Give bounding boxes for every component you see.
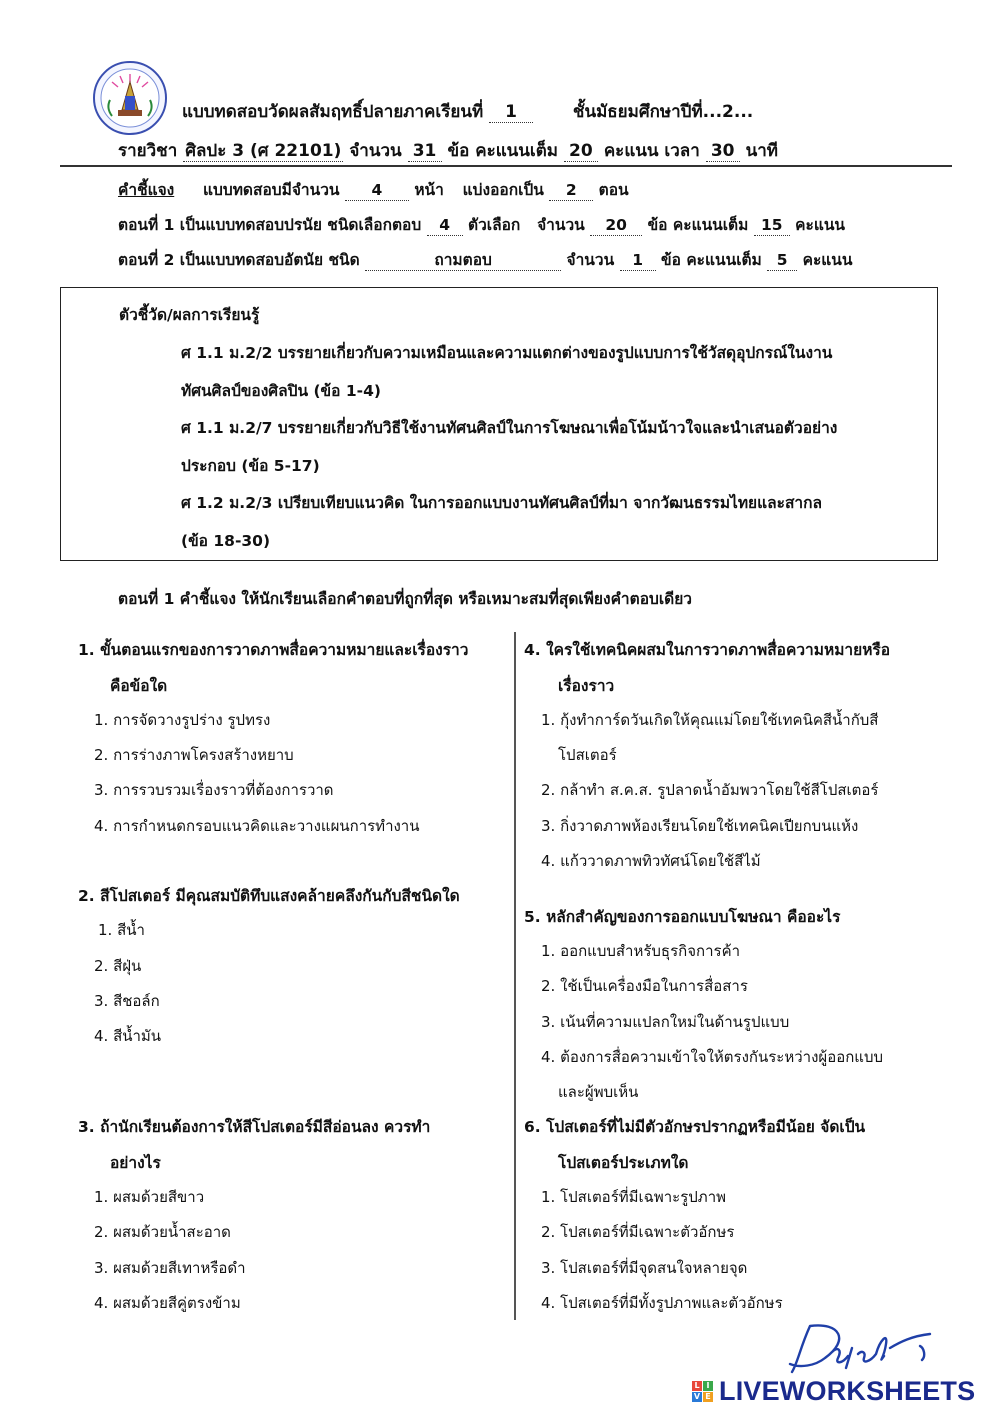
items-label: ข้อ คะแนนเต็ม: [447, 141, 558, 161]
exam-title-row: [182, 98, 753, 125]
answer-option[interactable]: 4. ผสมด้วยสีคู่ตรงข้าม: [94, 1294, 241, 1312]
answer-option[interactable]: 1. การจัดวางรูปร่าง รูปทรง: [94, 711, 271, 729]
part1-prefix: ตอนที่ 1 เป็นแบบทดสอบปรนัย ชนิดเลือกตอบ: [118, 216, 422, 234]
subject-value: ศิลปะ 3 (ศ 22101): [185, 141, 342, 161]
answer-option[interactable]: 1. สีน้ำ: [98, 921, 145, 939]
part1-full-label: ข้อ คะแนนเต็ม: [647, 216, 749, 234]
question-text: คือข้อใด: [110, 677, 168, 695]
part2-score: 5: [767, 250, 797, 271]
answer-option[interactable]: 4. แก้ววาดภาพทิวทัศน์โดยใช้สีไม้: [541, 852, 761, 870]
answer-option[interactable]: 3. กิ่งวาดภาพห้องเรียนโดยใช้เทคนิคเปียกบนแห้ง: [541, 817, 859, 835]
parts-value: 2: [549, 180, 593, 201]
question-text: โปสเตอร์ประเภทใด: [558, 1154, 689, 1172]
indicators-title: ตัวชี้วัด/ผลการเรียนรู้: [119, 306, 260, 324]
indicator-line: ทัศนศิลป์ของศิลปิน (ข้อ 1-4): [181, 382, 381, 400]
question-text: อย่างไร: [110, 1154, 161, 1172]
time-unit: นาที: [745, 141, 778, 161]
answer-option[interactable]: 2. สีฝุ่น: [94, 957, 142, 975]
answer-option[interactable]: 3. เน้นที่ความแปลกใหม่ในด้านรูปแบบ: [541, 1013, 790, 1031]
answer-option[interactable]: 3. การรวบรวมเรื่องราวที่ต้องการวาด: [94, 781, 334, 799]
part2-type: ถามตอบ: [365, 250, 561, 271]
answer-option[interactable]: 2. การร่างภาพโครงสร้างหยาบ: [94, 746, 294, 764]
part1-choices: 4: [427, 215, 463, 236]
answer-option[interactable]: 4. โปสเตอร์ที่มีทั้งรูปภาพและตัวอักษร: [541, 1294, 783, 1312]
part2-score-unit: คะแนน: [802, 251, 853, 269]
header-divider: [60, 165, 952, 167]
pages-value: 4: [345, 180, 409, 201]
instructions-label: คำชี้แจง: [118, 181, 175, 199]
grade-label: ชั้นมัธยมศึกษาปีที่: [572, 102, 703, 122]
indicators-box: [60, 287, 938, 561]
indicator-line: (ข้อ 18-30): [181, 532, 271, 550]
answer-option[interactable]: 4. ต้องการสื่อความเข้าใจให้ตรงกันระหว่างผู้ออกแบบ: [541, 1048, 884, 1066]
question-text: 3. ถ้านักเรียนต้องการให้สีโปสเตอร์มีสีอ่อนลง ควรทำ: [78, 1118, 431, 1136]
live-badge-icon: L I V E: [692, 1381, 713, 1402]
part2-count: 1: [620, 250, 656, 271]
count-label: จำนวน: [349, 141, 402, 161]
part1-score-unit: คะแนน: [795, 216, 846, 234]
full-score-value: 20: [564, 141, 598, 162]
school-logo: [92, 60, 168, 136]
pages-unit: หน้า: [414, 181, 444, 199]
part2-info-row: [118, 247, 852, 272]
indicator-line: ประกอบ (ข้อ 5-17): [181, 457, 320, 475]
part1-score: 15: [754, 215, 790, 236]
part1-count: 20: [590, 215, 642, 236]
question-text: เรื่องราว: [558, 677, 615, 695]
part1-info-row: [118, 212, 845, 237]
answer-option-continued: และผู้พบเห็น: [558, 1083, 639, 1101]
brand-name[interactable]: LIVEWORKSHEETS: [719, 1375, 976, 1406]
count-value: 31: [408, 141, 442, 162]
answer-option[interactable]: 1. โปสเตอร์ที่มีเฉพาะรูปภาพ: [541, 1188, 727, 1206]
grade-value: ...2...: [702, 102, 754, 122]
question-text: 5. หลักสำคัญของการออกแบบโฆษณา คืออะไร: [524, 908, 841, 926]
column-divider: [514, 632, 516, 1320]
part1-instruction: ตอนที่ 1 คำชี้แจง ให้นักเรียนเลือกคำตอบที่ถูกที่สุด หรือเหมาะสมที่สุดเพียงคำตอบเดียว: [118, 590, 692, 608]
indicator-line: ศ 1.1 ม.2/2 บรรยายเกี่ยวกับความเหมือนและความแตกต่างของรูปแบบการใช้วัสดุอุปกรณ์ในงาน: [181, 344, 833, 362]
part1-choices-unit: ตัวเลือก: [468, 216, 521, 234]
answer-option[interactable]: 2. ใช้เป็นเครื่องมือในการสื่อสาร: [541, 977, 748, 995]
subject-row: [118, 137, 778, 164]
indicator-line: ศ 1.1 ม.2/7 บรรยายเกี่ยวกับวิธีใช้งานทัศนศิลป์ในการโฆษณาเพื่อโน้มน้าวใจและนำเสนอตัวอย่าง: [181, 419, 838, 437]
answer-option[interactable]: 4. สีน้ำมัน: [94, 1027, 162, 1045]
instructions-row: [118, 177, 629, 202]
exam-title: แบบทดสอบวัดผลสัมฤทธิ์ปลายภาคเรียนที่: [182, 102, 484, 122]
signature: [770, 1318, 970, 1378]
question-text: 2. สีโปสเตอร์ มีคุณสมบัติทึบแสงคล้ายคลึงกันกับสีชนิดใด: [78, 887, 460, 905]
answer-option[interactable]: 4. การกำหนดกรอบแนวคิดและวางแผนการทำงาน: [94, 817, 420, 835]
answer-option[interactable]: 2. ผสมด้วยน้ำสะอาด: [94, 1223, 231, 1241]
subject-label: รายวิชา: [118, 141, 178, 161]
parts-unit: ตอน: [598, 181, 629, 199]
answer-option[interactable]: 3. ผสมด้วยสีเทาหรือดำ: [94, 1259, 246, 1277]
part1-count-label: จำนวน: [537, 216, 585, 234]
part2-prefix: ตอนที่ 2 เป็นแบบทดสอบอัตนัย ชนิด: [118, 251, 360, 269]
part2-full-label: ข้อ คะแนนเต็ม: [661, 251, 762, 269]
question-text: 1. ขั้นตอนแรกของการวาดภาพสื่อความหมายและเรื่องราว: [78, 641, 469, 659]
answer-option[interactable]: 1. ออกแบบสำหรับธุรกิจการค้า: [541, 942, 741, 960]
question-text: 4. ใครใช้เทคนิคผสมในการวาดภาพสื่อความหมายหรือ: [524, 641, 891, 659]
liveworksheets-logo: [692, 1374, 975, 1408]
answer-option[interactable]: 3. โปสเตอร์ที่มีจุดสนใจหลายจุด: [541, 1259, 748, 1277]
answer-option[interactable]: 2. กล้าทำ ส.ค.ส. รูปลาดน้ำอัมพวาโดยใช้สีโปสเตอร์: [541, 781, 879, 799]
pages-prefix: แบบทดสอบมีจำนวน: [203, 181, 340, 199]
time-value: 30: [706, 141, 740, 162]
question-text: 6. โปสเตอร์ที่ไม่มีตัวอักษรปรากฏหรือมีน้อย จัดเป็น: [524, 1118, 866, 1136]
term-value: 1: [489, 102, 533, 123]
answer-option[interactable]: 1. กุ้งทำการ์ดวันเกิดให้คุณแม่โดยใช้เทคนิคสีน้ำกับสี: [541, 711, 879, 729]
parts-prefix: แบ่งออกเป็น: [462, 181, 544, 199]
score-label: คะแนน เวลา: [603, 141, 700, 161]
answer-option[interactable]: 1. ผสมด้วยสีขาว: [94, 1188, 205, 1206]
answer-option[interactable]: 3. สีชอล์ก: [94, 992, 160, 1010]
part2-count-label: จำนวน: [566, 251, 615, 269]
answer-option[interactable]: 2. โปสเตอร์ที่มีเฉพาะตัวอักษร: [541, 1223, 735, 1241]
answer-option-continued: โปสเตอร์: [558, 746, 617, 764]
indicator-line: ศ 1.2 ม.2/3 เปรียบเทียบแนวคิด ในการออกแบบงานทัศนศิลป์ที่มา จากวัฒนธรรมไทยและสากล: [181, 494, 822, 512]
